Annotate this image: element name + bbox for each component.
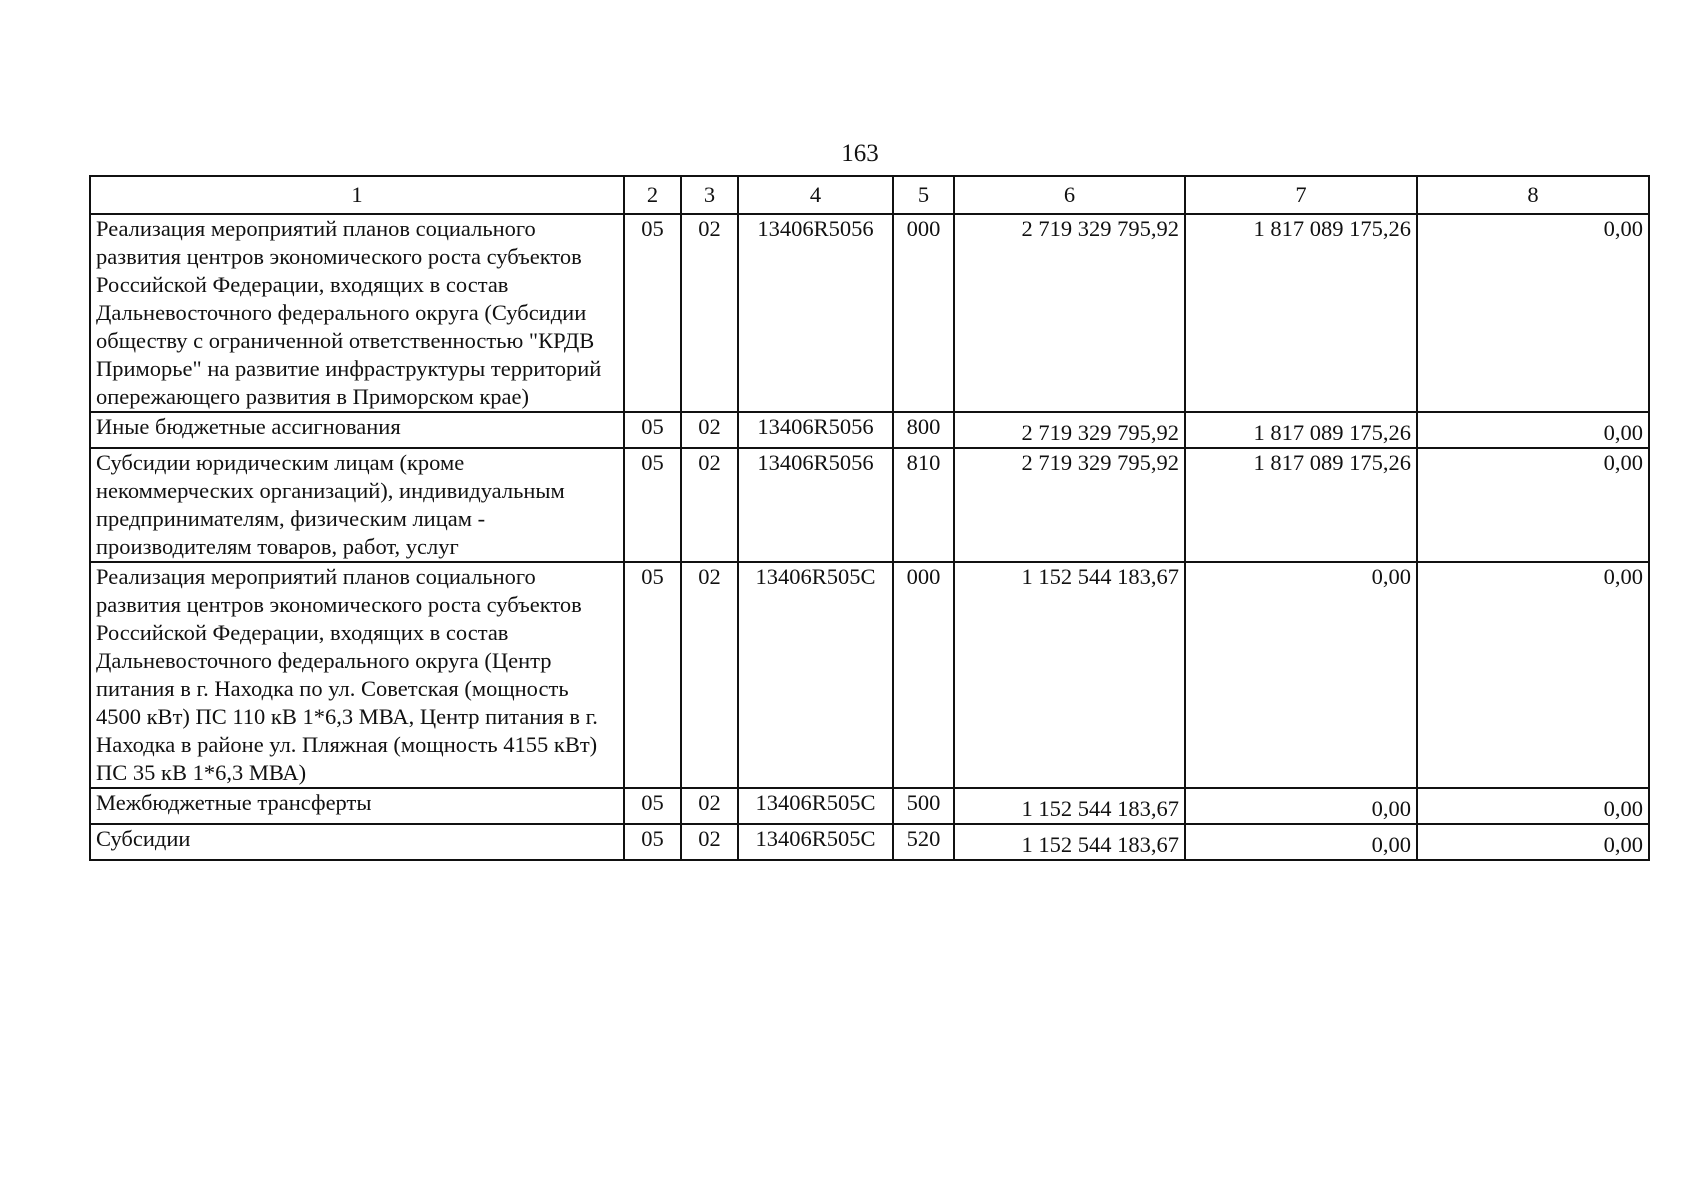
row-amount-col6: 2 719 329 795,92 <box>954 412 1185 448</box>
row-subsection: 02 <box>681 562 738 788</box>
header-row <box>90 176 1649 214</box>
table-row <box>90 448 1649 562</box>
page-number: 163 <box>841 140 879 167</box>
row-name: Субсидии юридическим лицам (кроме некоммерческих организаций), индивидуальным предпринимателям, физическим лицам - производителям товаров, работ, услуг <box>90 448 624 562</box>
row-amount-col7: 1 817 089 175,26 <box>1185 412 1417 448</box>
budget-table <box>89 175 1650 861</box>
row-amount-col8: 0,00 <box>1417 412 1649 448</box>
row-name: Иные бюджетные ассигнования <box>90 412 624 448</box>
row-amount-col7: 0,00 <box>1185 824 1417 860</box>
row-expense-type: 000 <box>893 562 954 788</box>
row-target-article: 13406R5056 <box>738 448 893 562</box>
table-row <box>90 824 1649 860</box>
row-expense-type: 520 <box>893 824 954 860</box>
row-expense-type: 800 <box>893 412 954 448</box>
row-amount-col7: 0,00 <box>1185 562 1417 788</box>
row-amount-col7: 1 817 089 175,26 <box>1185 448 1417 562</box>
row-subsection: 02 <box>681 788 738 824</box>
row-section: 05 <box>624 214 681 412</box>
row-section: 05 <box>624 448 681 562</box>
row-expense-type: 810 <box>893 448 954 562</box>
row-amount-col7: 0,00 <box>1185 788 1417 824</box>
row-amount-col8: 0,00 <box>1417 448 1649 562</box>
row-section: 05 <box>624 824 681 860</box>
header-cell-7: 7 <box>1185 176 1417 214</box>
row-amount-col6: 2 719 329 795,92 <box>954 214 1185 412</box>
row-amount-col8: 0,00 <box>1417 214 1649 412</box>
row-subsection: 02 <box>681 412 738 448</box>
header-cell-1: 1 <box>90 176 624 214</box>
table-row <box>90 214 1649 412</box>
row-section: 05 <box>624 788 681 824</box>
row-section: 05 <box>624 562 681 788</box>
header-cell-3: 3 <box>681 176 738 214</box>
row-amount-col8: 0,00 <box>1417 562 1649 788</box>
row-name: Межбюджетные трансферты <box>90 788 624 824</box>
row-amount-col6: 1 152 544 183,67 <box>954 788 1185 824</box>
row-target-article: 13406R505C <box>738 824 893 860</box>
row-expense-type: 000 <box>893 214 954 412</box>
row-amount-col8: 0,00 <box>1417 788 1649 824</box>
row-target-article: 13406R505C <box>738 562 893 788</box>
row-subsection: 02 <box>681 214 738 412</box>
row-subsection: 02 <box>681 824 738 860</box>
row-subsection: 02 <box>681 448 738 562</box>
row-target-article: 13406R5056 <box>738 214 893 412</box>
row-amount-col6: 1 152 544 183,67 <box>954 562 1185 788</box>
row-amount-col6: 1 152 544 183,67 <box>954 824 1185 860</box>
table-row <box>90 788 1649 824</box>
row-name: Реализация мероприятий планов социального развития центров экономического роста субъектов Российской Федерации, входящих в состав Дальневосточного федерального округа (Субсидии обществу с ограниченной ответственностью "КРДВ Приморье" на развитие инфраструктуры территорий опережающего развития в Приморском крае) <box>90 214 624 412</box>
row-amount-col8: 0,00 <box>1417 824 1649 860</box>
row-target-article: 13406R5056 <box>738 412 893 448</box>
header-cell-8: 8 <box>1417 176 1649 214</box>
header-cell-5: 5 <box>893 176 954 214</box>
table-row <box>90 412 1649 448</box>
row-amount-col7: 1 817 089 175,26 <box>1185 214 1417 412</box>
row-name: Субсидии <box>90 824 624 860</box>
row-amount-col6: 2 719 329 795,92 <box>954 448 1185 562</box>
header-cell-2: 2 <box>624 176 681 214</box>
table-row <box>90 562 1649 788</box>
header-cell-4: 4 <box>738 176 893 214</box>
row-target-article: 13406R505C <box>738 788 893 824</box>
row-expense-type: 500 <box>893 788 954 824</box>
row-name: Реализация мероприятий планов социального развития центров экономического роста субъектов Российской Федерации, входящих в состав Дальневосточного федерального округа (Центр питания в г. Находка по ул. Советская (мощность 4500 кВт) ПС 110 кВ 1*6,3 МВА, Центр питания в г. Находка в районе ул. Пляжная (мощность 4155 кВт) ПС 35 кВ 1*6,3 МВА) <box>90 562 624 788</box>
row-section: 05 <box>624 412 681 448</box>
header-cell-6: 6 <box>954 176 1185 214</box>
